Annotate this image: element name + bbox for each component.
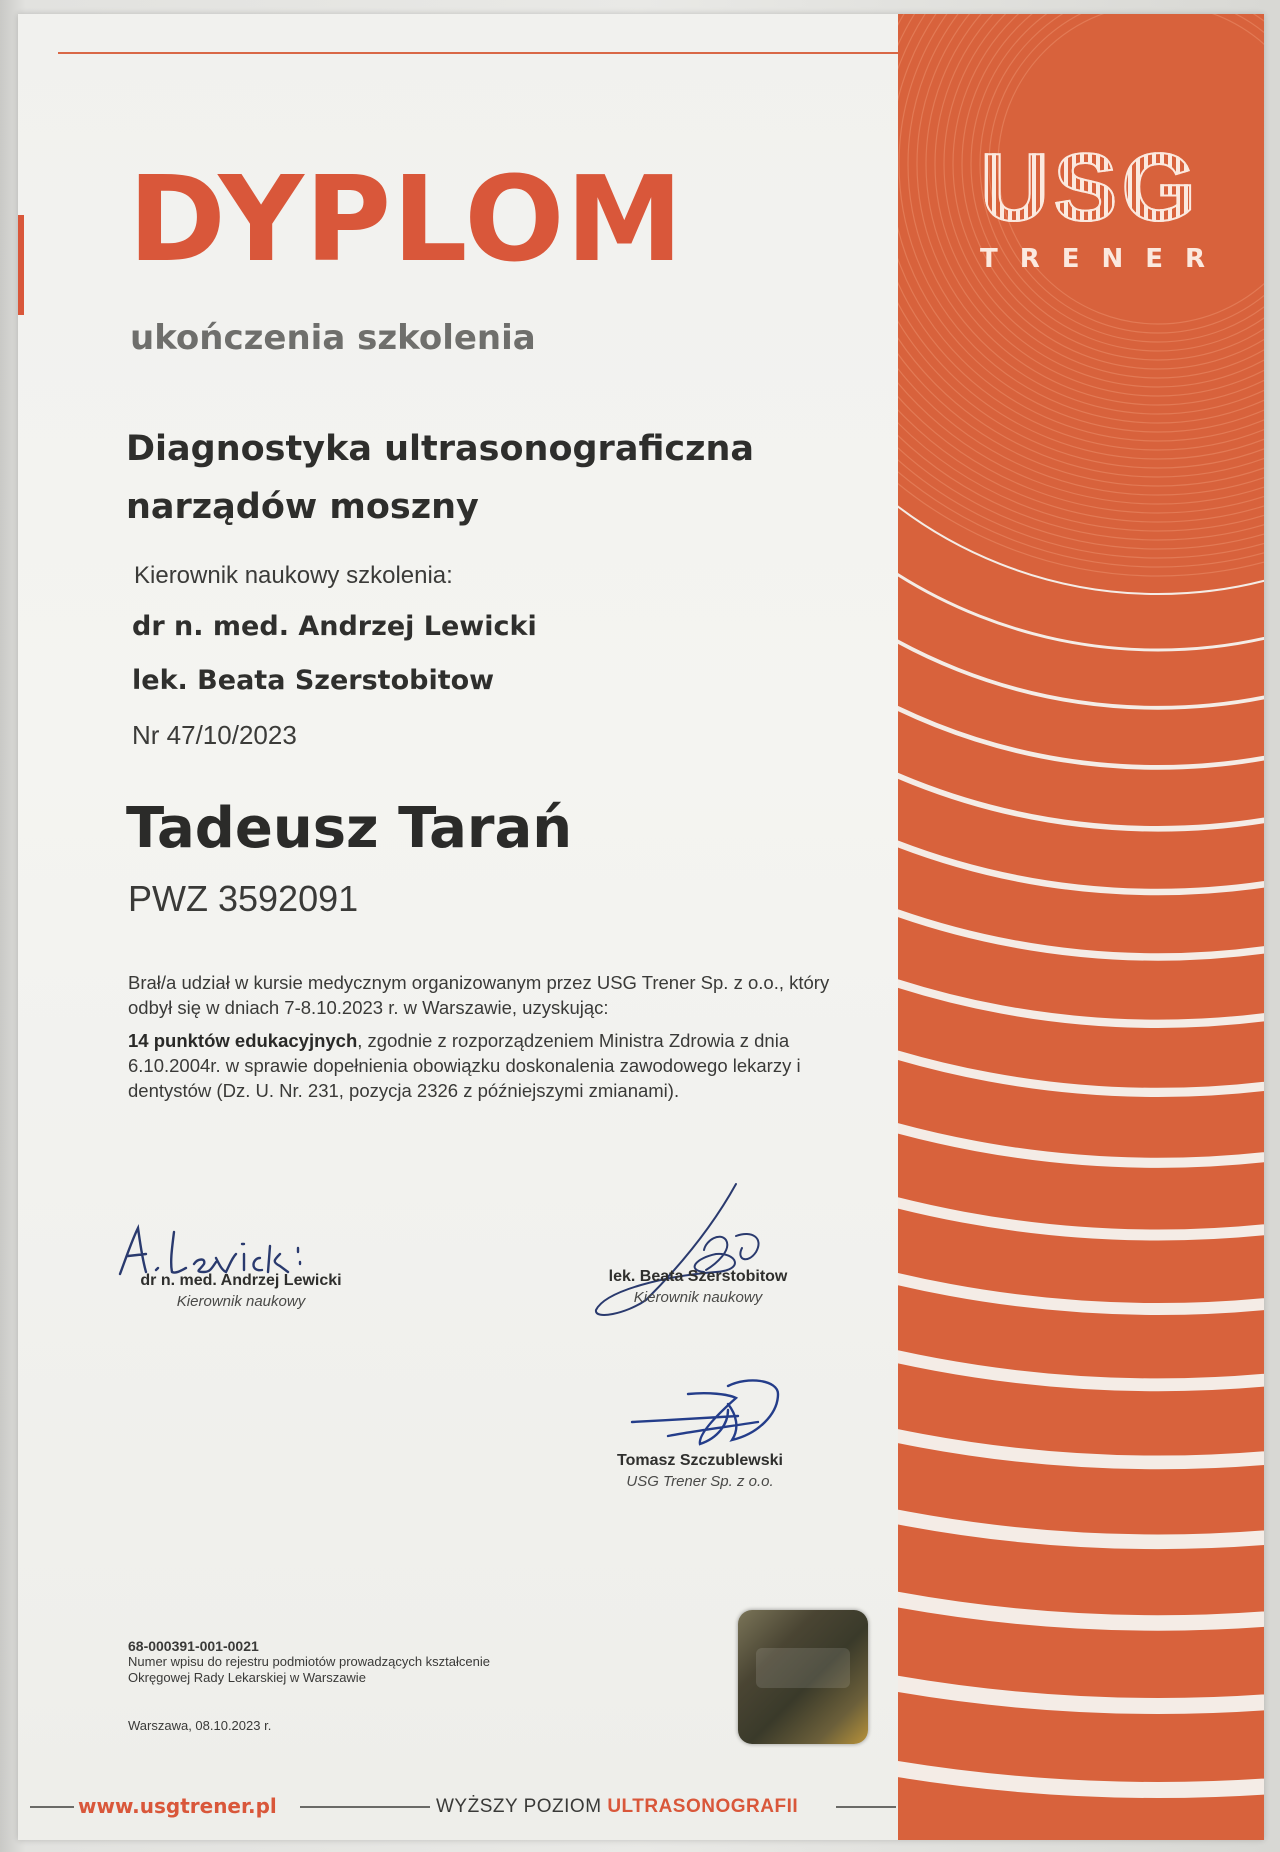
signatory-name-2: lek. Beata Szerstobitow (608, 1268, 788, 1285)
hologram-sticker (738, 1610, 868, 1744)
signatory-role-3: USG Trener Sp. z o.o. (626, 1473, 774, 1490)
course-title-line2: narządów moszny (126, 487, 479, 527)
signature-block-2 (588, 1268, 808, 1306)
footer-rule-middle (300, 1806, 430, 1808)
footer-tagline-plain: WYŻSZY POZIOM (436, 1796, 608, 1817)
body-paragraph-2 (128, 1028, 868, 1103)
signatory-role-1: Kierownik naukowy (176, 1293, 306, 1310)
body-paragraph-1: Brał/a udział w kursie medycznym organizowanym przez USG Trener Sp. z o.o., który odbył się w dniach 7-8.10.2023 r. w Warszawie, uzyskując: (128, 972, 830, 1018)
leaders-label: Kierownik naukowy szkolenia: (134, 562, 453, 589)
signature-block-3 (600, 1452, 800, 1490)
left-accent-mark (18, 215, 24, 315)
diploma-subtitle: ukończenia szkolenia (130, 318, 536, 358)
body-paragraph-2-rest: , zgodnie z rozporządzeniem Ministra Zdrowia z dnia 6.10.2004r. w sprawie dopełnienia obowiązku doskonalenia zawodowego lekarzy i dentystów (Dz. U. Nr. 231, pozycja 2326 z późniejszymi zmianami). (128, 1030, 801, 1101)
recipient-name: Tadeusz Tarań (126, 796, 573, 861)
logo-subtitle: TRENER (980, 244, 1228, 274)
signatory-name-3: Tomasz Szczublewski (617, 1452, 783, 1469)
handwritten-signature-lewicki (112, 1218, 332, 1280)
diploma-body (128, 970, 868, 1111)
place-and-date: Warszawa, 08.10.2023 r. (128, 1718, 272, 1733)
logo-mark: USG (960, 140, 1220, 236)
footer-tagline (436, 1796, 798, 1818)
concentric-arcs-pattern (898, 14, 1264, 1840)
signature-block-1 (118, 1272, 364, 1310)
points-earned: 14 punktów edukacyjnych (128, 1030, 358, 1051)
recipient-pwz: PWZ 3592091 (128, 878, 359, 919)
inner-arc (898, 14, 1264, 540)
inner-arc (898, 14, 1264, 576)
footer-website-url: www.usgtrener.pl (78, 1794, 277, 1818)
leaders-list (132, 600, 537, 708)
footer-rule-right (836, 1806, 896, 1808)
diploma-number: Nr 47/10/2023 (132, 720, 297, 750)
decorative-orange-band (898, 14, 1264, 1840)
leader-2: lek. Beata Szerstobitow (132, 665, 495, 696)
usg-trener-logo (960, 134, 1228, 274)
registry-info (128, 1638, 548, 1686)
registry-text: Numer wpisu do rejestru podmiotów prowadzących kształcenie Okręgowej Rady Lekarskiej w Warszawie (128, 1654, 490, 1685)
hologram-logo (756, 1648, 850, 1688)
leader-1: dr n. med. Andrzej Lewicki (132, 611, 537, 642)
footer-rule-left (30, 1806, 74, 1808)
registry-code: 68-000391-001-0021 (128, 1638, 259, 1654)
course-title-line1: Diagnostyka ultrasonograficzna (126, 429, 755, 469)
course-title (126, 420, 886, 536)
footer-tagline-accent: ULTRASONOGRAFII (607, 1796, 799, 1817)
signatory-name-1: dr n. med. Andrzej Lewicki (140, 1272, 342, 1289)
top-rule (58, 52, 898, 54)
diploma-title: DYPLOM (128, 150, 685, 288)
signatory-role-2: Kierownik naukowy (633, 1289, 763, 1306)
